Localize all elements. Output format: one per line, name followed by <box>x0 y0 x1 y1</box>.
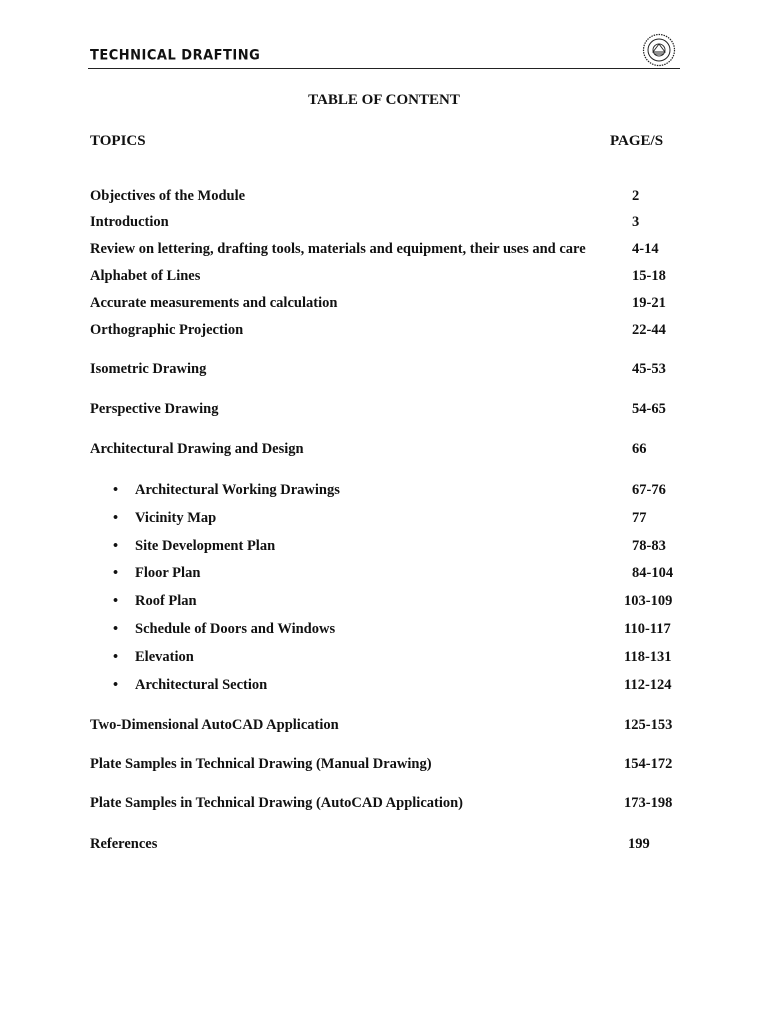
bullet-icon: • <box>113 593 119 609</box>
bullet-icon: • <box>113 649 119 665</box>
header-rule <box>88 68 680 69</box>
toc-topic: Architectural Drawing and Design <box>90 441 304 457</box>
toc-topic: Perspective Drawing <box>90 401 219 417</box>
toc-pages: 54-65 <box>632 401 666 417</box>
toc-topic: Accurate measurements and calculation <box>90 295 338 311</box>
toc-pages: 84-104 <box>632 565 674 581</box>
toc-topic: Elevation <box>135 649 194 665</box>
toc-topic: Isometric Drawing <box>90 361 207 377</box>
toc-pages: 2 <box>632 188 640 204</box>
toc-pages: 15-18 <box>632 268 666 284</box>
toc-topic: Schedule of Doors and Windows <box>135 621 336 637</box>
toc-topic: Site Development Plan <box>135 538 276 554</box>
bullet-icon: • <box>113 482 119 498</box>
toc-pages: 78-83 <box>632 538 666 554</box>
toc-topic: Vicinity Map <box>135 510 217 526</box>
toc-topic: Roof Plan <box>135 593 197 609</box>
pages-column-header: PAGE/S <box>610 133 664 149</box>
toc-pages: 67-76 <box>632 482 666 498</box>
toc-pages: 77 <box>632 510 647 526</box>
toc-pages: 199 <box>628 836 650 852</box>
toc-topic: Review on lettering, drafting tools, materials and equipment, their uses and care <box>90 241 586 257</box>
header-title: TECHNICAL DRAFTING <box>90 47 261 64</box>
bullet-icon: • <box>113 677 119 693</box>
toc-topic: Alphabet of Lines <box>90 268 201 284</box>
toc-pages: 3 <box>632 214 640 230</box>
toc-topic: Introduction <box>90 214 169 230</box>
toc-pages: 19-21 <box>632 295 666 311</box>
toc-pages: 66 <box>632 441 647 457</box>
toc-topic: Plate Samples in Technical Drawing (Manual Drawing) <box>90 756 432 772</box>
toc-pages: 118-131 <box>624 649 672 665</box>
bullet-icon: • <box>113 538 119 554</box>
toc-topic: Objectives of the Module <box>90 188 246 204</box>
toc-pages: 45-53 <box>632 361 666 377</box>
toc-pages: 154-172 <box>624 756 673 772</box>
toc-pages: 173-198 <box>624 795 673 811</box>
toc-pages: 22-44 <box>632 322 666 338</box>
bullet-icon: • <box>113 621 119 637</box>
toc-topic: Two-Dimensional AutoCAD Application <box>90 717 339 733</box>
toc-pages: 103-109 <box>624 593 673 609</box>
toc-pages: 125-153 <box>624 717 673 733</box>
document-title: TABLE OF CONTENT <box>308 92 460 108</box>
toc-topic: Architectural Working Drawings <box>135 482 340 498</box>
toc-topic: Architectural Section <box>135 677 268 693</box>
bullet-icon: • <box>113 565 119 581</box>
bullet-icon: • <box>113 510 119 526</box>
topics-column-header: TOPICS <box>90 133 146 149</box>
toc-topic: Orthographic Projection <box>90 322 244 338</box>
toc-pages: 112-124 <box>624 677 672 693</box>
toc-topic: References <box>90 836 158 852</box>
school-seal-icon <box>642 33 676 67</box>
toc-pages: 110-117 <box>624 621 671 637</box>
toc-pages: 4-14 <box>632 241 659 257</box>
toc-topic: Plate Samples in Technical Drawing (AutoCAD Application) <box>90 795 463 811</box>
toc-topic: Floor Plan <box>135 565 201 581</box>
